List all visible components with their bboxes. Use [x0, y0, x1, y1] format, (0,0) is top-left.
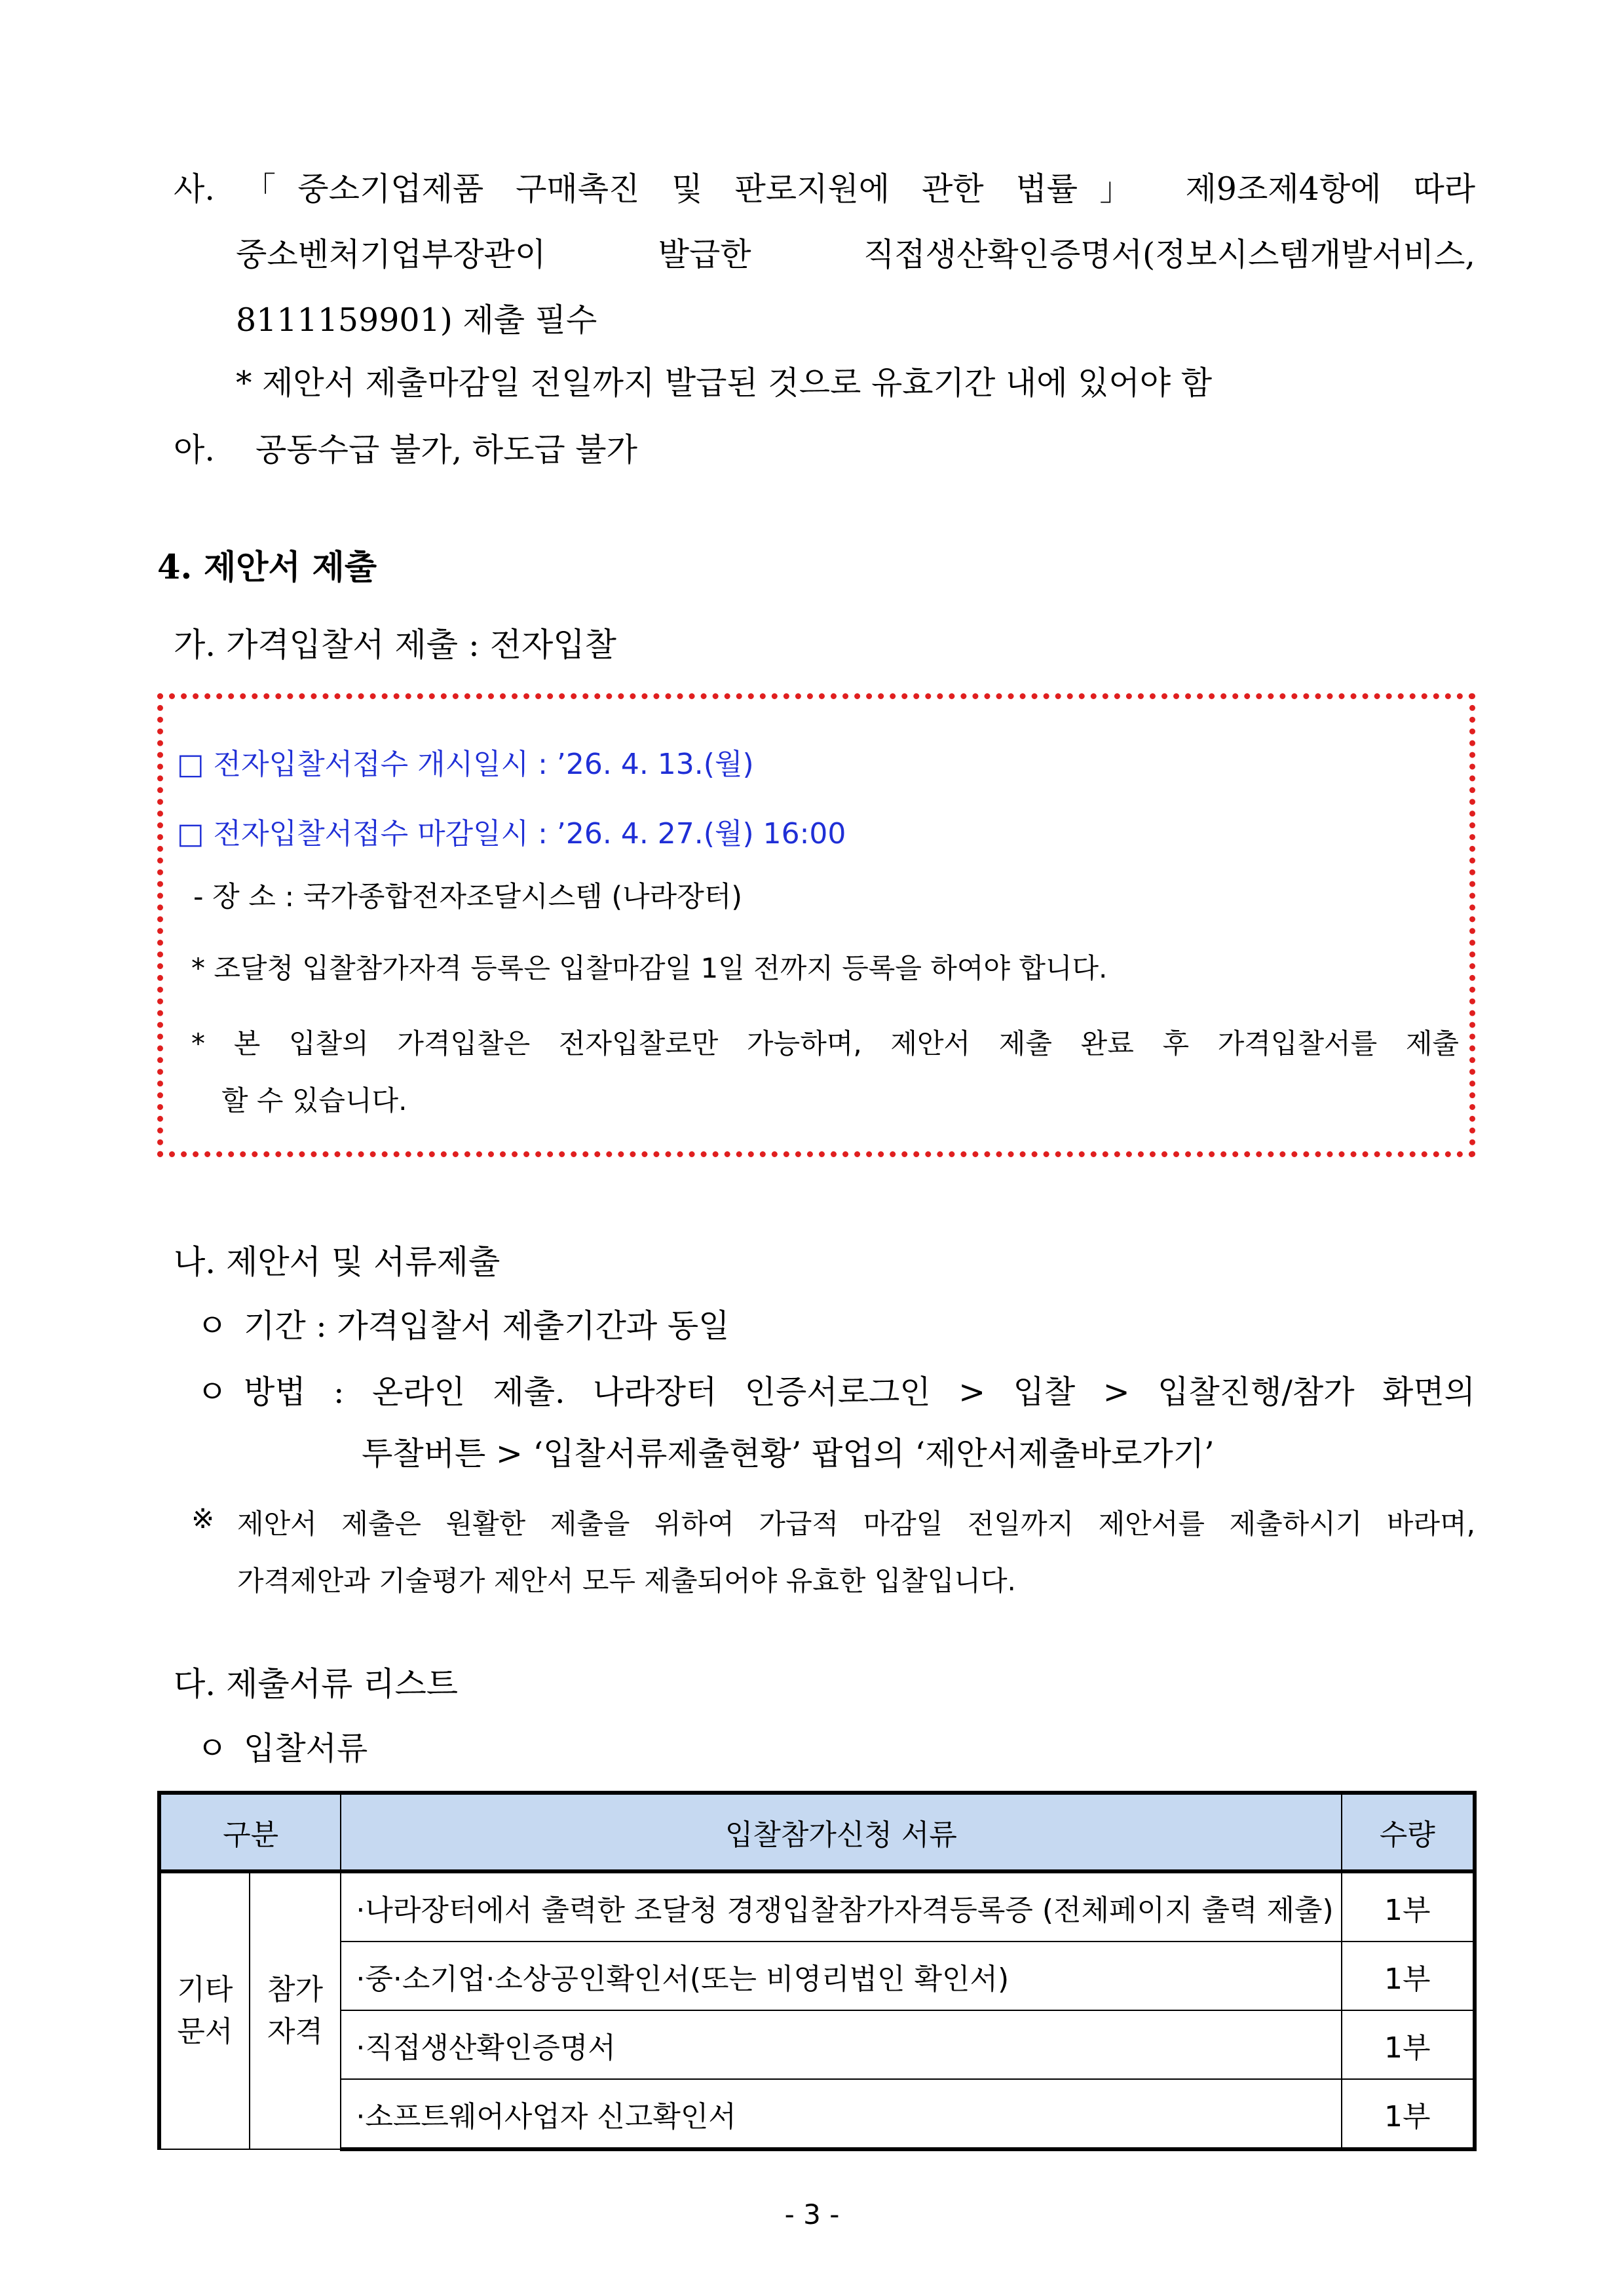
- table-row: [159, 2010, 1475, 2079]
- sa-text-line1: 「중소기업제품 구매촉진 및 판로지원에 관한 법률」 제9조제4항에 따라: [244, 170, 1475, 208]
- submission-documents-table: [157, 1791, 1477, 2151]
- page-number: - 3 -: [784, 2198, 840, 2230]
- document-item: ·나라장터에서 출력한 조달청 경쟁입찰참가자격등록증 (전체페이지 출력 제출): [341, 1871, 1341, 1942]
- header-quantity: 수량: [1342, 1793, 1475, 1871]
- remark-text-line1: 제안서 제출은 원활한 제출을 위하여 가급적 마감일 전일까지 제안서를 제출하시기 바라며,: [237, 1508, 1475, 1540]
- remark-symbol: ※: [191, 1502, 215, 1535]
- bid-note-registration: * 조달청 입찰참가자격 등록은 입찰마감일 1일 전까지 등록을 하여야 합니다.: [191, 952, 1108, 984]
- document-quantity: 1부: [1342, 1942, 1475, 2010]
- bid-open-datetime: □ 전자입찰서접수 개시일시 : ’26. 4. 13.(월): [177, 748, 754, 781]
- bid-place: - 장 소 : 국가종합전자조달시스템 (나라장터): [193, 881, 743, 913]
- sa-note: * 제안서 제출마감일 전일까지 발급된 것으로 유효기간 내에 있어야 함: [236, 364, 1213, 402]
- remark-text-line2: 가격제안과 기술평가 제안서 모두 제출되어야 유효한 입찰입니다.: [237, 1565, 1016, 1597]
- a-text: 공동수급 불가, 하도급 불가: [255, 431, 637, 469]
- sa-text-line2: 중소벤처기업부장관이 발급한 직접생산확인증명서(정보시스템개발서비스,: [236, 236, 1475, 273]
- bid-docs-bullet: ㅇ: [197, 1730, 228, 1767]
- document-quantity: 1부: [1342, 2079, 1475, 2149]
- group-other-docs: 기타 문서: [159, 1871, 250, 2149]
- document-item: ·직접생산확인증명서: [341, 2010, 1341, 2079]
- method-text-line2: 투찰버튼 > ‘입찰서류제출현황’ 팝업의 ‘제안서제출바로가기’: [362, 1435, 1215, 1472]
- document-quantity: 1부: [1342, 1871, 1475, 1942]
- table-row: [159, 1871, 1475, 1942]
- subheading-na: 나. 제안서 및 서류제출: [174, 1243, 500, 1281]
- bid-docs-label: 입찰서류: [244, 1730, 368, 1767]
- period-text: 기간 : 가격입찰서 제출기간과 동일: [244, 1307, 730, 1345]
- subheading-ga: 가. 가격입찰서 제출 : 전자입찰: [174, 626, 616, 664]
- sa-text-line3: 8111159901) 제출 필수: [236, 301, 597, 339]
- subheading-da: 다. 제출서류 리스트: [174, 1665, 459, 1703]
- section-heading-4: 4. 제안서 제출: [157, 548, 377, 587]
- table-row: [159, 2079, 1475, 2149]
- table-header-row: [159, 1793, 1475, 1871]
- group-qualification: 참가 자격: [250, 1871, 341, 2149]
- bid-close-datetime: □ 전자입찰서접수 마감일시 : ’26. 4. 27.(월) 16:00: [177, 817, 846, 851]
- item-marker-sa: 사.: [174, 170, 215, 208]
- period-bullet: ㅇ: [197, 1307, 228, 1345]
- document-item: ·중·소기업·소상공인확인서(또는 비영리법인 확인서): [341, 1942, 1341, 2010]
- header-category: 구분: [159, 1793, 341, 1871]
- header-documents: 입찰참가신청 서류: [341, 1793, 1341, 1871]
- table-row: [159, 1942, 1475, 2010]
- item-marker-a: 아.: [174, 431, 215, 469]
- document-item: ·소프트웨어사업자 신고확인서: [341, 2079, 1341, 2149]
- bid-note-electronic-line2: 할 수 있습니다.: [221, 1084, 407, 1117]
- method-bullet: ㅇ: [197, 1373, 228, 1411]
- document-quantity: 1부: [1342, 2010, 1475, 2079]
- bid-note-electronic-line1: * 본 입찰의 가격입찰은 전자입찰로만 가능하며, 제안서 제출 완료 후 가격입찰서를 제출: [191, 1027, 1459, 1060]
- method-text-line1: 방법 : 온라인 제출. 나라장터 인증서로그인 > 입찰 > 입찰진행/참가 화면의: [244, 1373, 1475, 1411]
